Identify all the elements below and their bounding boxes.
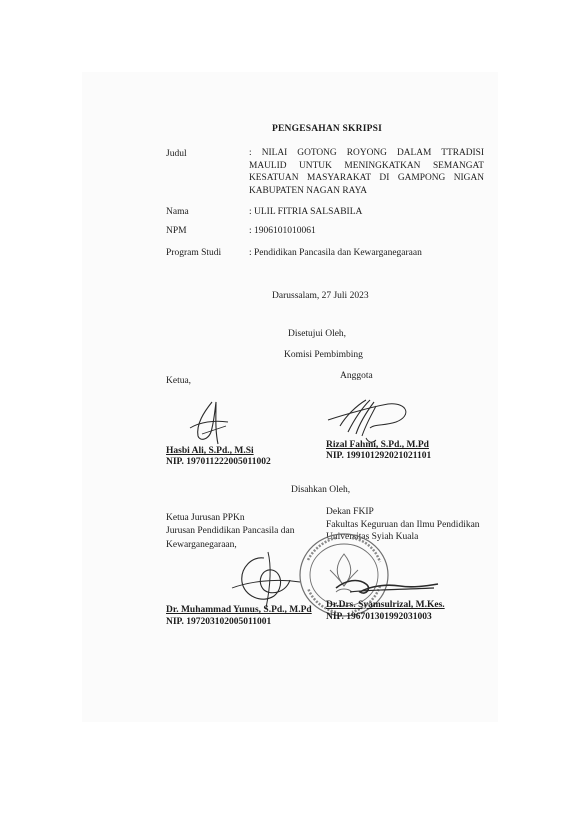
dekan-line2: Fakultas Keguruan dan Ilmu Pendidikan (326, 520, 480, 530)
nama-value: : ULIL FITRIA SALSABILA (249, 207, 363, 217)
ketua-jurusan-name: Dr. Muhammad Yunus, S.Pd., M.Pd (166, 605, 312, 615)
anggota-signature (326, 394, 414, 446)
judul-value: : NILAI GOTONG ROYONG DALAM TTRADISI MAULID UNTUK MENINGKATKAN SEMANGAT KESATUAN MASYARAKAT DI GAMPONG NIGAN KABUPATEN NAGAN RAYA (249, 148, 484, 196)
prodi-label: Program Studi (166, 248, 222, 258)
anggota-nip: NIP. 199101292021021101 (326, 451, 432, 461)
ketua-role: Ketua, (166, 376, 192, 386)
ketua-signature (182, 398, 237, 446)
ratified-by: Disahkan Oleh, (291, 485, 351, 495)
document-title: PENGESAHAN SKRIPSI (272, 124, 382, 134)
anggota-role: Anggota (340, 371, 373, 381)
anggota-name: Rizal Fahmi, S.Pd., M.Pd (326, 440, 429, 450)
judul-label: Judul (166, 149, 187, 159)
dekan-name: Dr.Drs. Syamsulrizal, M.Kes. (326, 600, 445, 610)
ketua-name: Hasbi Ali, S.Pd., M.Si (166, 446, 254, 456)
ketua-jurusan-line2: Jurusan Pendidikan Pancasila dan (166, 526, 295, 536)
ketua-jurusan-nip: NIP. 197203102005011001 (166, 617, 272, 627)
npm-label: NPM (166, 226, 187, 236)
ketua-jurusan-line1: Ketua Jurusan PPKn (166, 513, 245, 523)
nama-label: Nama (166, 207, 189, 217)
npm-value: : 1906101010061 (249, 226, 316, 236)
committee-label: Komisi Pembimbing (284, 350, 363, 360)
ketua-nip: NIP. 197011222005011002 (166, 457, 271, 467)
dekan-line3: Universitas Syiah Kuala (326, 532, 419, 542)
approved-by: Disetujui Oleh, (288, 329, 347, 339)
place-date: Darussalam, 27 Juli 2023 (272, 291, 369, 301)
prodi-value: : Pendidikan Pancasila dan Kewarganegaraan (249, 248, 422, 258)
dekan-line1: Dekan FKIP (326, 507, 374, 517)
ketua-jurusan-line3: Kewarganegaraan, (166, 540, 237, 550)
dekan-nip: NIP. 196701301992031003 (326, 612, 432, 622)
